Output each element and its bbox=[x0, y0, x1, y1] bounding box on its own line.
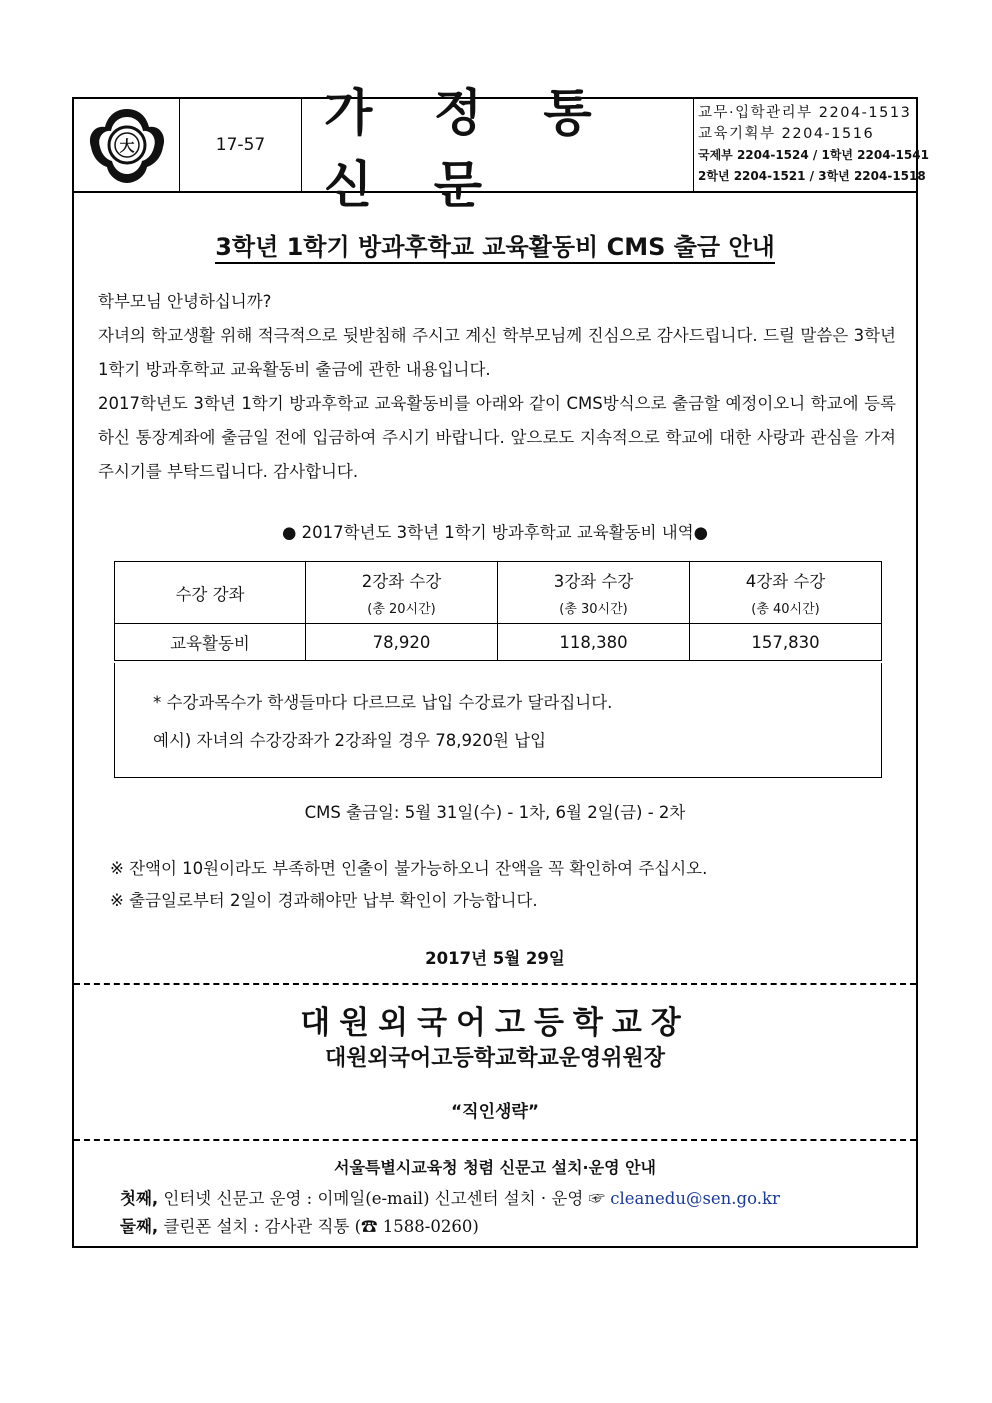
integrity-notice-title: 서울특별시교육청 청렴 신문고 설치·운영 안내 bbox=[333, 1158, 657, 1177]
dashed-divider-1 bbox=[74, 983, 916, 985]
notice-email-link[interactable]: cleanedu@sen.go.kr bbox=[610, 1189, 780, 1208]
warning-2: ※ 출금일로부터 2일이 경과해야만 납부 확인이 가능합니다. bbox=[110, 891, 538, 910]
issue-number: 17-57 bbox=[180, 99, 302, 191]
column-4-label: 4강좌 수강 bbox=[745, 572, 826, 591]
paragraph-2: 2017학년도 3학년 1학기 방과후학교 교육활동비를 아래와 같이 CMS방식으로 출금할 예정이오니 학교에 등록하신 통장계좌에 출금일 전에 입금하여 주시기 바랍니다. 앞으로도 지속적으로 학교에 대한 사랑과 관심을 가져주시기를 부탁드립니다. 감사합니다. bbox=[98, 394, 896, 481]
fee-notes-box bbox=[114, 663, 882, 778]
notice-line-2-text: 클린폰 설치 : 감사관 직통 (☎ 1588-0260) bbox=[158, 1217, 479, 1236]
fee-table-title: ● 2017학년도 3학년 1학기 방과후학교 교육활동비 내역● bbox=[281, 523, 709, 542]
fee-note-1: * 수강과목수가 학생들마다 다르므로 납입 수강료가 달라집니다. bbox=[153, 693, 613, 712]
paragraph-1: 자녀의 학교생활 위해 적극적으로 뒷받침해 주시고 계신 학부모님께 진심으로 감사드립니다. 드릴 말씀은 3학년 1학기 방과후학교 교육활동비 출금에 관한 내용입니다. bbox=[98, 326, 896, 379]
integrity-notice-line-2 bbox=[120, 1213, 479, 1237]
document-frame bbox=[72, 84, 929, 1248]
column-2-course bbox=[306, 562, 498, 624]
contact-line-3: 국제부 2204-1524 / 1학년 2204-1541 bbox=[698, 148, 929, 162]
seal-omitted-note: “직인생략” bbox=[450, 1102, 540, 1122]
contact-list bbox=[694, 99, 929, 191]
fee-table bbox=[114, 561, 882, 661]
school-logo-cell bbox=[74, 99, 180, 191]
letter-title: 가 정 통 신 문 bbox=[302, 99, 694, 191]
column-2-label: 2강좌 수강 bbox=[361, 572, 442, 591]
contact-line-2: 교육기획부 2204-1516 bbox=[698, 126, 875, 142]
column-3-label: 3강좌 수강 bbox=[553, 572, 634, 591]
column-3-hours: (총 30시간) bbox=[559, 602, 628, 617]
fee-table-row bbox=[115, 624, 882, 661]
document-title-text: 3학년 1학기 방과후학교 교육활동비 CMS 출금 안내 bbox=[215, 233, 775, 264]
contact-line-4: 2학년 2204-1521 / 3학년 2204-1518 bbox=[698, 169, 926, 183]
letter-body bbox=[90, 285, 896, 489]
school-principal: 대원외국어고등학교장 bbox=[300, 1005, 690, 1041]
fee-cell-4: 157,830 bbox=[690, 624, 882, 661]
dashed-divider-2 bbox=[74, 1139, 916, 1141]
warning-1: ※ 잔액이 10원이라도 부족하면 인출이 불가능하오니 잔액을 꼭 확인하여 주십시오. bbox=[110, 859, 708, 878]
fee-note-2: 예시) 자녀의 수강강좌가 2강좌일 경우 78,920원 납입 bbox=[153, 731, 547, 750]
cms-withdrawal-dates: CMS 출금일: 5월 31일(수) - 1차, 6월 2일(금) - 2차 bbox=[304, 803, 686, 822]
fee-label-cell: 교육활동비 bbox=[115, 624, 306, 661]
fee-table-header-row bbox=[115, 562, 882, 624]
notice-line-2-label: 둘째, bbox=[120, 1217, 159, 1236]
contact-line-1: 교무·입학관리부 2204-1513 bbox=[698, 105, 912, 121]
issue-date: 2017년 5월 29일 bbox=[425, 949, 565, 968]
column-2-hours: (총 20시간) bbox=[367, 602, 436, 617]
greeting: 학부모님 안녕하십니까? bbox=[98, 292, 272, 311]
column-4-hours: (총 40시간) bbox=[751, 602, 820, 617]
notice-line-1-text: 인터넷 신문고 운영 : 이메일(e-mail) 신고센터 설치 · 운영 ☞ bbox=[158, 1189, 611, 1208]
column-3-course bbox=[498, 562, 690, 624]
document-title bbox=[74, 227, 916, 262]
school-committee-chair: 대원외국어고등학교학교운영위원장 bbox=[324, 1046, 666, 1071]
school-emblem-icon bbox=[74, 99, 180, 191]
emblem-glyph: 大 bbox=[119, 137, 135, 155]
column-4-course bbox=[690, 562, 882, 624]
fee-cell-2: 78,920 bbox=[306, 624, 498, 661]
fee-cell-3: 118,380 bbox=[498, 624, 690, 661]
notice-line-1-label: 첫째, bbox=[120, 1189, 159, 1208]
letter-header bbox=[74, 84, 929, 214]
integrity-notice-line-1 bbox=[120, 1185, 780, 1209]
row-header-cell: 수강 강좌 bbox=[115, 562, 306, 624]
